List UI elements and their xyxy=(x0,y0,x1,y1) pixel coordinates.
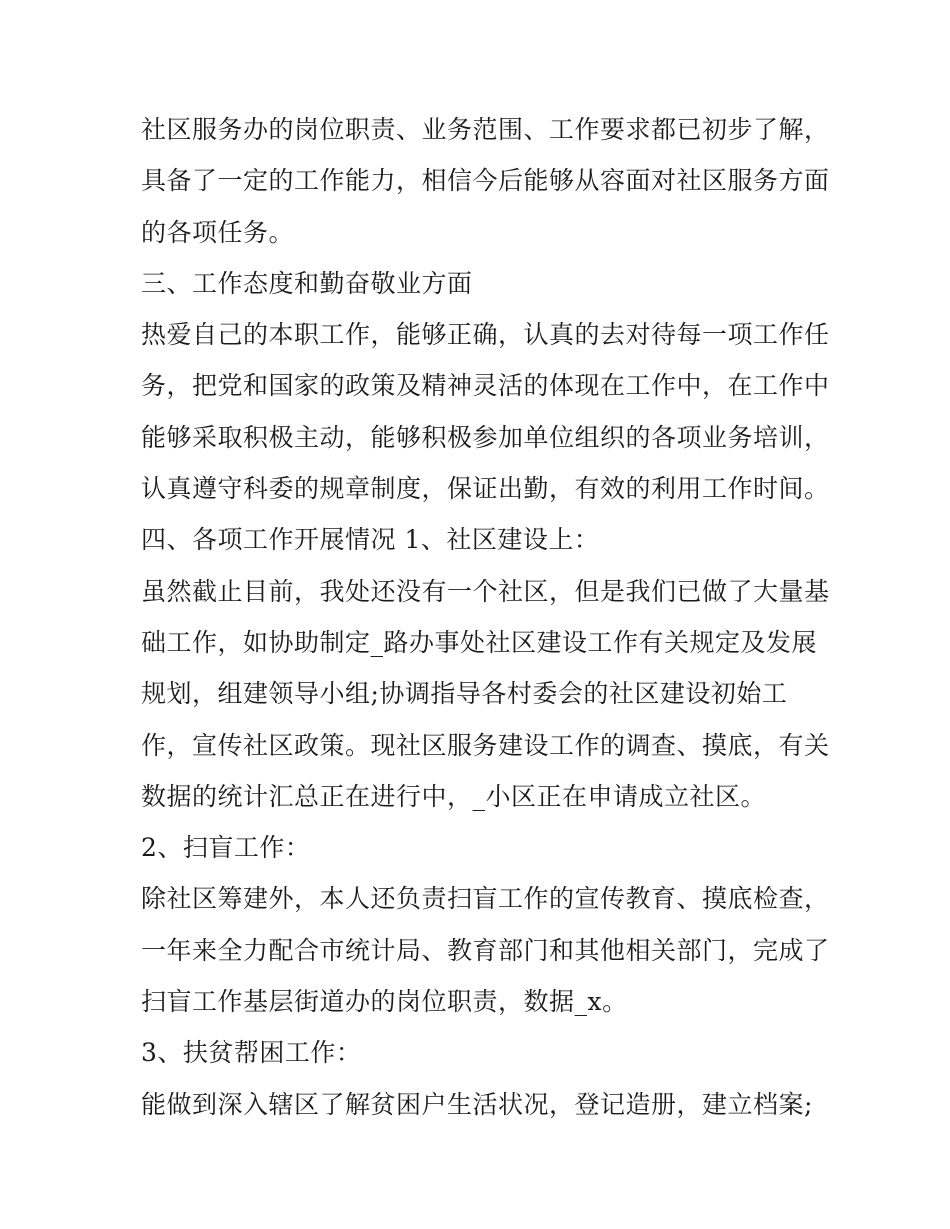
text-line: 的各项任务。 xyxy=(141,217,295,247)
text-line: 虽然截止目前，我处还没有一个社区，但是我们已做了大量基 xyxy=(141,576,830,606)
text-line: 数据的统计汇总正在进行中，_小区正在申请成立社区。 xyxy=(141,781,767,811)
subsection-heading: 3、扶贫帮困工作： xyxy=(141,1038,362,1068)
text-line: 能做到深入辖区了解贫困户生活状况，登记造册，建立档案; xyxy=(141,1089,813,1119)
text-line: 认真遵守科委的规章制度，保证出勤，有效的利用工作时间。 xyxy=(141,474,830,504)
text-line: 扫盲工作基层街道办的岗位职责，数据_x。 xyxy=(141,987,628,1017)
text-line: 一年来全力配合市统计局、教育部门和其他相关部门，完成了 xyxy=(141,935,830,965)
text-line: 社区服务办的岗位职责、业务范围、工作要求都已初步了解， xyxy=(141,115,830,144)
section-heading: 三、工作态度和勤奋敬业方面 xyxy=(141,268,473,298)
text-line: 具备了一定的工作能力，相信今后能够从容面对社区服务方面 xyxy=(141,166,830,196)
text-line: 能够采取积极主动，能够积极参加单位组织的各项业务培训， xyxy=(141,422,830,452)
text-line: 作，宣传社区政策。现社区服务建设工作的调查、摸底，有关 xyxy=(141,730,830,760)
text-line: 热爱自己的本职工作，能够正确，认真的去对待每一项工作任 xyxy=(141,320,830,350)
text-line: 规划，组建领导小组;协调指导各村委会的社区建设初始工 xyxy=(141,679,788,709)
document-body xyxy=(141,104,830,1130)
subsection-heading: 2、扫盲工作： xyxy=(141,833,311,863)
text-line: 础工作，如协助制定_路办事处社区建设工作有关规定及发展 xyxy=(141,627,818,657)
text-line: 务，把党和国家的政策及精神灵活的体现在工作中，在工作中 xyxy=(141,371,830,401)
section-heading: 四、各项工作开展情况 1、社区建设上： xyxy=(141,525,600,555)
text-line: 除社区筹建外，本人还负责扫盲工作的宣传教育、摸底检查， xyxy=(141,884,830,914)
